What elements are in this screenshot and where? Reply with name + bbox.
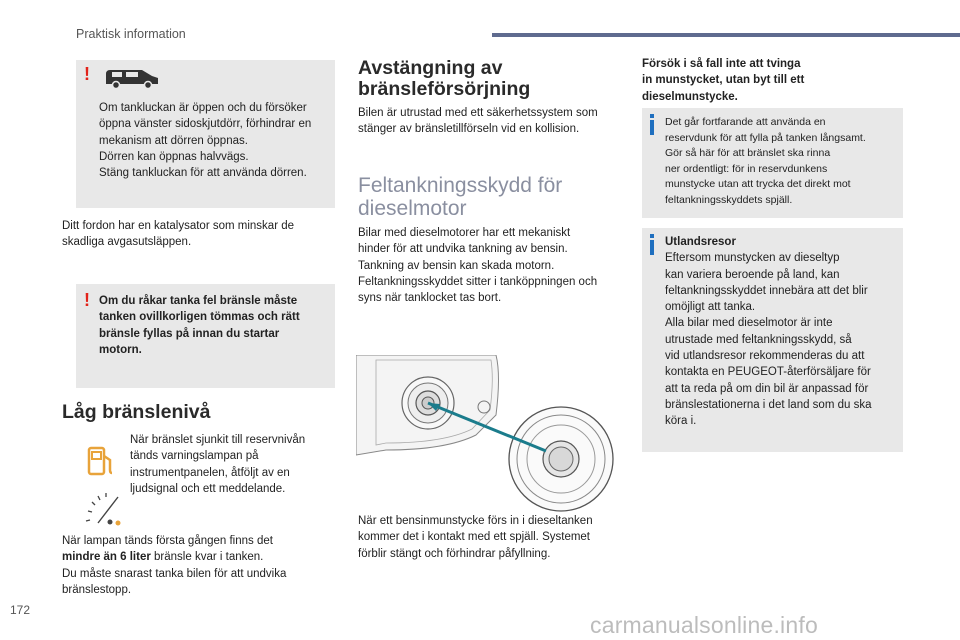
info-jerrycan-text: Det går fortfarande att använda en reservdunk för att fylla på tanken långsamt. Gör så här för att bränslet ska rinna ner ordentligt: för in reservdunkens munstycke utan att trycka det direkt mot feltankningsskyddets spjäll.: [665, 116, 866, 206]
header-bar: [492, 33, 960, 37]
catalyst-text: Ditt fordon har en katalysator som minskar de skadliga avgasutsläppen.: [62, 220, 295, 249]
nozzle-text: När ett bensinmunstycke förs in i dieseltanken kommer det i kontakt med ett spjäll. Systemet förblir stängt och förhindrar påfyllning.: [358, 515, 593, 560]
info-icon: [650, 240, 654, 255]
warning-door-text: Om tankluckan är öppen och du försöker öppna vänster sidoskjutdörr, förhindrar en mekanism att dörren öppnas. Dörren kan öppnas halvvägs. Stäng tankluckan för att använda dörren.: [99, 102, 312, 180]
fuel-gauge-icon: [80, 487, 126, 529]
warning-wrong-fuel-text: Om du råkar tanka fel bränsle måste tanken ovillkorligen tömmas och rätt bränsle fyllas på innan du startar motorn.: [99, 295, 300, 356]
fuel-pump-icon: [86, 444, 116, 478]
low-fuel-text: När bränslet sjunkit till reservnivån tänds varningslampan på instrumentpanelen, åtföljt av en ljudsignal och ett meddelande.: [130, 434, 306, 495]
info-icon: [650, 120, 654, 135]
fuel-shutoff-heading: Avstängning av bränsleförsörjning: [358, 57, 531, 100]
exclamation-icon: !: [84, 290, 90, 310]
exclamation-icon: !: [84, 64, 90, 84]
misfuel-text: Bilar med dieselmotorer har ett mekaniskt hinder för att undvika tankning av bensin. Tankning av bensin kan skada motorn. Feltankningsskyddet sitter i tanköppningen och syns när tanklocket tas bort.: [358, 227, 598, 305]
van-icon: [102, 66, 162, 90]
misfuel-heading: Feltankningsskydd för dieselmotor: [358, 174, 563, 220]
fuel-shutoff-text: Bilen är utrustad med ett säkerhetssystem som stänger av bränsletillförseln vid en kollision.: [358, 107, 598, 136]
force-nozzle-warning: Försök i så fall inte att tvinga in munstycket, utan byt till ett dieselmunstycke.: [642, 58, 805, 103]
watermark: carmanualsonline.info: [590, 612, 818, 638]
lamp-text: När lampan tänds första gången finns det mindre än 6 liter bränsle kvar i tanken. Du måste snarast tanka bilen för att undvika bränslestopp.: [62, 535, 287, 596]
low-fuel-heading: Låg bränslenivå: [62, 401, 211, 423]
page-number: 172: [10, 603, 31, 617]
section-title: Praktisk information: [76, 27, 186, 41]
info-travel-text: Utlandsresor Eftersom munstycken av dieseltyp kan variera beroende på land, kan feltankningsskyddet innebära att det blir omöjligt att tanka. Alla bilar med dieselmotor är inte utrustade med feltankningsskydd, så vid utlandsresor rekommenderas du att kontakta en PEUGEOT-återförsäljare för att ta reda på om din bil är anpassad för bränslestationerna i det land som du ska köra i.: [665, 236, 872, 428]
fuel-filler-illustration: [356, 355, 616, 515]
